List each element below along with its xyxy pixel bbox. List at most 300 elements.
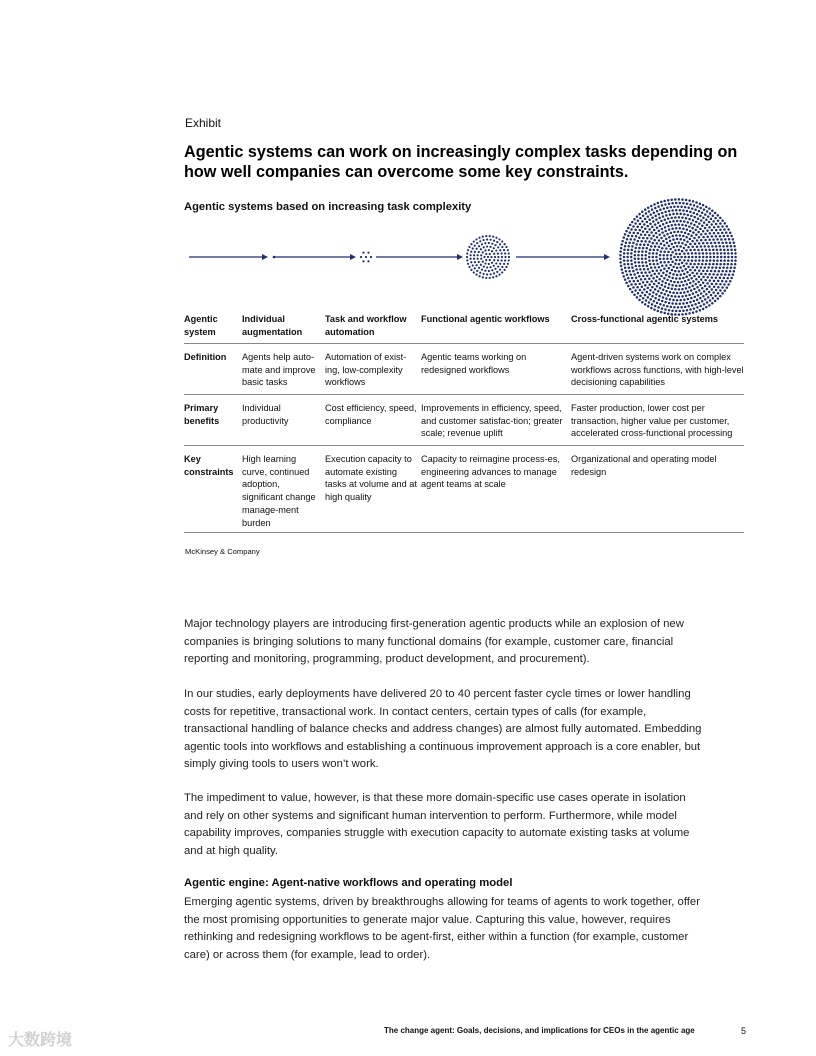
cluster-dot [644,228,647,231]
cluster-dot [717,292,720,295]
cluster-dot [650,307,653,310]
cluster-dot [670,232,673,235]
cluster-dot [652,252,655,255]
cluster-dot [504,259,506,261]
cluster-dot [694,259,697,262]
cluster-dot [719,283,722,286]
cluster-dot [706,210,709,213]
cluster-dot [667,261,670,264]
cluster-dot [488,263,490,265]
cluster-dot [632,225,635,228]
cluster-dot [708,273,711,276]
cluster-dot [634,289,637,292]
cluster-dot [671,284,674,287]
cluster-dot [695,256,698,259]
cluster-dot [685,262,688,265]
cluster-dot [686,302,689,305]
cluster-dot [623,252,626,255]
cluster-dot [686,283,689,286]
cluster-dot [624,233,627,236]
cluster-dot [482,251,484,253]
cluster-dot [681,224,684,227]
cluster-dot [673,281,676,284]
cluster-dot [684,244,687,247]
cluster-dot [687,233,690,236]
row-label: Key constraints [184,454,234,477]
cluster-dot [685,217,688,220]
cluster-dot [639,217,642,220]
cluster-dot [692,219,695,222]
cluster-dot [715,223,718,226]
cluster-dot [652,220,655,223]
cluster-dot [466,252,468,254]
cluster-dot [500,259,502,261]
cluster-dot [486,266,488,268]
cluster-dot [688,225,691,228]
cluster-dot [717,226,720,229]
cluster-dot [700,278,703,281]
cluster-dot [700,245,703,248]
cluster-dot [638,237,641,240]
cluster-dot [507,263,509,265]
cluster-dot [649,222,652,225]
cluster-dot [623,263,626,266]
cluster-dot [633,238,636,241]
cluster-dot [499,263,501,265]
cluster-dot [654,297,657,300]
cluster-dot [624,267,627,270]
cluster-dot [644,254,647,257]
cluster-dot [682,202,685,205]
cluster-dot [679,234,682,237]
cluster-dot [662,258,665,261]
cluster-dot [626,259,629,262]
cluster-dot [663,293,666,296]
cluster-dot [648,252,651,255]
cluster-dot [478,245,480,247]
cluster-dot [684,206,687,209]
cluster-dot [706,242,709,245]
cluster-dot [702,270,705,273]
cluster-dot [648,234,651,237]
cluster-dot [669,213,672,216]
cluster-dot [669,221,672,224]
cluster-dot [638,265,641,268]
cluster-dot [619,254,622,257]
cluster-dot [628,242,631,245]
cluster-dot [733,242,736,245]
arrow-head [350,254,356,260]
cluster-dot [647,225,650,228]
row-label: Primary benefits [184,403,220,426]
cluster-dot [668,309,671,312]
cluster-dot [697,281,700,284]
cluster-dot [683,220,686,223]
cluster-dot [622,275,625,278]
cluster-dot [682,277,685,280]
cluster-dot [675,209,678,212]
cluster-dot [475,273,477,275]
cluster-dot [663,277,666,280]
cluster-dot [672,291,675,294]
cluster-dot [679,202,682,205]
cluster-dot [621,272,624,275]
cluster-dot [631,291,634,294]
cluster-dot [657,202,660,205]
cluster-dot [669,298,672,301]
cluster-dot [685,236,688,239]
cluster-dot [698,236,701,239]
cluster-dot [687,305,690,308]
cluster-dot [630,252,633,255]
cluster-dot [706,224,709,227]
cluster-dot [669,240,672,243]
cluster-dot [468,266,470,268]
cluster-dot [493,265,495,267]
cluster-dot [631,277,634,280]
cluster-dot [627,235,630,238]
header-cell: Functional agentic workflows [421,314,550,324]
cluster-dot [691,240,694,243]
cluster-dot [638,229,641,232]
cluster-dot [662,240,665,243]
cluster-dot [725,242,728,245]
cluster-dot [722,245,725,248]
cluster-dot [668,267,671,270]
cluster-dot [649,249,652,252]
exhibit-title: Agentic systems can work on increasingly complex tasks depending on how well companies can overcome some key constraints. [184,143,738,181]
cluster-dot [491,269,493,271]
cluster-dot [681,198,684,201]
cluster-dot [684,268,687,271]
cluster-dot [702,216,705,219]
cluster-dot [634,261,637,264]
cluster-dot [698,242,701,245]
cluster-dot [467,263,469,265]
cluster-dot [650,237,653,240]
cluster-dot [721,286,724,289]
cluster-dot [683,252,686,255]
cluster-dot [670,217,673,220]
cluster-dot [489,235,491,237]
cluster-dot [646,237,649,240]
cluster-dot [723,277,726,280]
cluster-dot [503,243,505,245]
cluster-dot [646,221,649,224]
cluster-dot [711,209,714,212]
cluster-dot [681,295,684,298]
cluster-dot [627,263,630,266]
cluster-dot [641,226,644,229]
cluster-dot [666,270,669,273]
cluster-dot [714,212,717,215]
cluster-dot [633,218,636,221]
cluster-dot [709,259,712,262]
cluster-dot [660,220,663,223]
cluster-dot [698,259,701,262]
cluster-dot [678,295,681,298]
cluster-dot [711,266,714,269]
cluster-dot [474,245,476,247]
cluster-dot [724,256,727,259]
cluster-dot [627,249,630,252]
cluster-dot [473,240,475,242]
cluster-dot [696,272,699,275]
table-cell: High learning curve, continued adoption, significant change manage-ment burden [242,454,316,528]
cluster-dot [488,270,490,272]
cluster-dot [644,234,647,237]
cluster-dot [719,235,722,238]
cluster-dot [719,277,722,280]
cluster-dot [661,284,664,287]
cluster-dot [706,235,709,238]
cluster-dot [655,256,658,259]
footer-title: The change agent: Goals, decisions, and implications for CEOs in the agentic age [384,1026,695,1035]
cluster-dot [690,235,693,238]
cluster-dot [691,227,694,230]
cluster-dot [699,202,702,205]
cluster-dot [687,290,690,293]
cluster-dot [716,259,719,262]
cluster-dot [644,271,647,274]
cluster-dot [705,206,708,209]
body-paragraph: In our studies, early deployments have delivered 20 to 40 percent faster cycle times or lower handling costs for repetitive, transactional work. In contact centers, certain types of calls (for example, transactional handling of balance checks and address changes) are almost fully automated. Embedding agentic tools into workflows and establishing a continuous improvement approach is a core enabler, but simply giving tools to users won’t work. [184,688,702,770]
cluster-dot [715,235,718,238]
cluster-dot [699,215,702,218]
cluster-dot [692,245,695,248]
cluster-dot [508,252,510,254]
cluster-dot [702,230,705,233]
cluster-dot [633,280,636,283]
cluster-dot [691,207,694,210]
cluster-dot [725,231,728,234]
cluster-dot [666,207,669,210]
cluster-dot [654,245,657,248]
cluster-dot [661,204,664,207]
cluster-dot [484,262,486,264]
cluster-dot [482,236,484,238]
cluster-dot [675,253,678,256]
cluster-dot [647,305,650,308]
cluster-dot [682,309,685,312]
cluster-dot [699,297,702,300]
cluster-dot [674,288,677,291]
cluster-dot [642,275,645,278]
cluster-dot [716,256,719,259]
cluster-dot [719,217,722,220]
cluster-dot [468,246,470,248]
cluster-dot [694,252,697,255]
cluster-dot [706,288,709,291]
cluster-dot [719,295,722,298]
cluster-dot [705,259,708,262]
cluster-dot [671,235,674,238]
cluster-dot [721,219,724,222]
cluster-dot [658,213,661,216]
cluster-dot [478,267,480,269]
cluster-dot [483,256,485,258]
cluster-dot [726,286,729,289]
cluster-dot [630,256,633,259]
cluster-dot [718,270,721,273]
cluster-dot [698,256,701,259]
cluster-dot [689,243,692,246]
cluster-dot [665,297,668,300]
cluster-dot [689,230,692,233]
cluster-dot [699,305,702,308]
cluster-dot [637,292,640,295]
cluster-dot [641,211,644,214]
cluster-dot [723,259,726,262]
cluster-dot [695,201,698,204]
cluster-dot [660,275,663,278]
cluster-dot [701,300,704,303]
cluster-dot [705,263,708,266]
cluster-dot [698,222,701,225]
cluster-dot [469,258,471,260]
cluster-dot [730,263,733,266]
cluster-dot [470,269,472,271]
cluster-dot [671,251,674,254]
cluster-dot [674,295,677,298]
cluster-dot [685,199,688,202]
cluster-dot [501,271,503,273]
cluster-dot [711,235,714,238]
cluster-dot [697,249,700,252]
cluster-dot [659,303,662,306]
cluster-dot [668,245,671,248]
cluster-dot [715,289,718,292]
cluster-dot [503,249,505,251]
cluster-dot [675,284,678,287]
cluster-dot [664,203,667,206]
cluster-dot [472,247,474,249]
cluster-dot [731,256,734,259]
cluster-dot [648,259,651,262]
cluster-dot [700,266,703,269]
cluster-dot [710,223,713,226]
cluster-dot [658,298,661,301]
cluster-dot [712,220,715,223]
cluster-dot [727,259,730,262]
cluster-dot [732,238,735,241]
cluster-dot [504,256,506,258]
cluster-dot [626,252,629,255]
cluster-dot [658,282,661,285]
cluster-dot [668,276,671,279]
cluster-dot [652,242,655,245]
cluster-dot [484,242,486,244]
cluster-dot [712,263,715,266]
cluster-dot [679,277,682,280]
table-row [184,394,744,445]
cluster-dot [641,250,644,253]
cluster-dot [681,216,684,219]
cluster-dot [629,224,632,227]
cluster-dot [637,254,640,257]
cluster-dot [495,249,497,251]
cluster-dot [652,277,655,280]
cluster-dot [720,256,723,259]
cluster-dot [674,198,677,201]
cluster-dot [490,273,492,275]
cluster-dot [723,235,726,238]
cluster-dot [651,208,654,211]
cluster-dot [710,218,713,221]
cluster-dot [689,203,692,206]
cluster-dot [730,235,733,238]
cluster-dot [659,258,662,261]
cluster-dot [632,242,635,245]
cluster-dot [665,290,668,293]
cluster-dot [729,280,732,283]
cluster-dot [663,207,666,210]
cluster-dot [653,263,656,266]
cluster-dot [635,277,638,280]
cluster-dot [474,251,476,253]
cluster-dot [702,276,705,279]
cluster-dot [721,242,724,245]
cluster-dot [706,282,709,285]
cluster-dot [648,283,651,286]
cluster-dot [469,254,471,256]
cluster-dot [680,306,683,309]
cluster-dot [647,206,650,209]
cluster-dot [689,274,692,277]
cluster-dot [670,257,673,260]
cluster-dot [728,273,731,276]
cluster-dot [718,242,721,245]
cluster-dot [641,220,644,223]
cluster-dot [470,261,472,263]
cluster-dot [475,238,477,240]
cluster-dot [710,242,713,245]
cluster-dot [640,233,643,236]
cluster-dot [641,261,644,264]
cluster-dot [648,271,651,274]
cluster-dot [678,288,681,291]
cluster-dot [648,277,651,280]
cluster-dot [634,222,637,225]
cluster-dot [485,259,487,261]
cluster-dot [682,209,685,212]
table-cell: Organizational and operating model redesign [571,454,717,477]
cluster-dot [654,207,657,210]
cluster-dot [638,299,641,302]
cluster-dot [639,243,642,246]
body-paragraph: Emerging agentic systems, driven by breakthroughs allowing for teams of agents to work together, offer the most promising opportunities to generate major value. Capturing this value, however, requires rethinking and redesigning workflows to be agent-first, either within a function (for example, customer care) or across them (for example, lead to order). [184,896,700,961]
cluster-dot [658,234,661,237]
cluster-dot [709,279,712,282]
cluster-dot [713,280,716,283]
cluster-dot [671,261,674,264]
cluster-dot [367,260,369,262]
cluster-dot [680,281,683,284]
cluster-dot [652,256,655,259]
cluster-dot [362,252,364,254]
cluster-dot [668,228,671,231]
table-cell: Individual productivity [242,403,289,426]
cluster-dot [715,245,718,248]
cluster-dot [661,264,664,267]
cluster-dot [507,249,509,251]
cluster-dot [705,293,708,296]
cluster-dot [672,220,675,223]
cluster-dot [671,288,674,291]
cluster-dot [706,229,709,232]
cluster-dot [670,280,673,283]
cluster-dot [692,266,695,269]
